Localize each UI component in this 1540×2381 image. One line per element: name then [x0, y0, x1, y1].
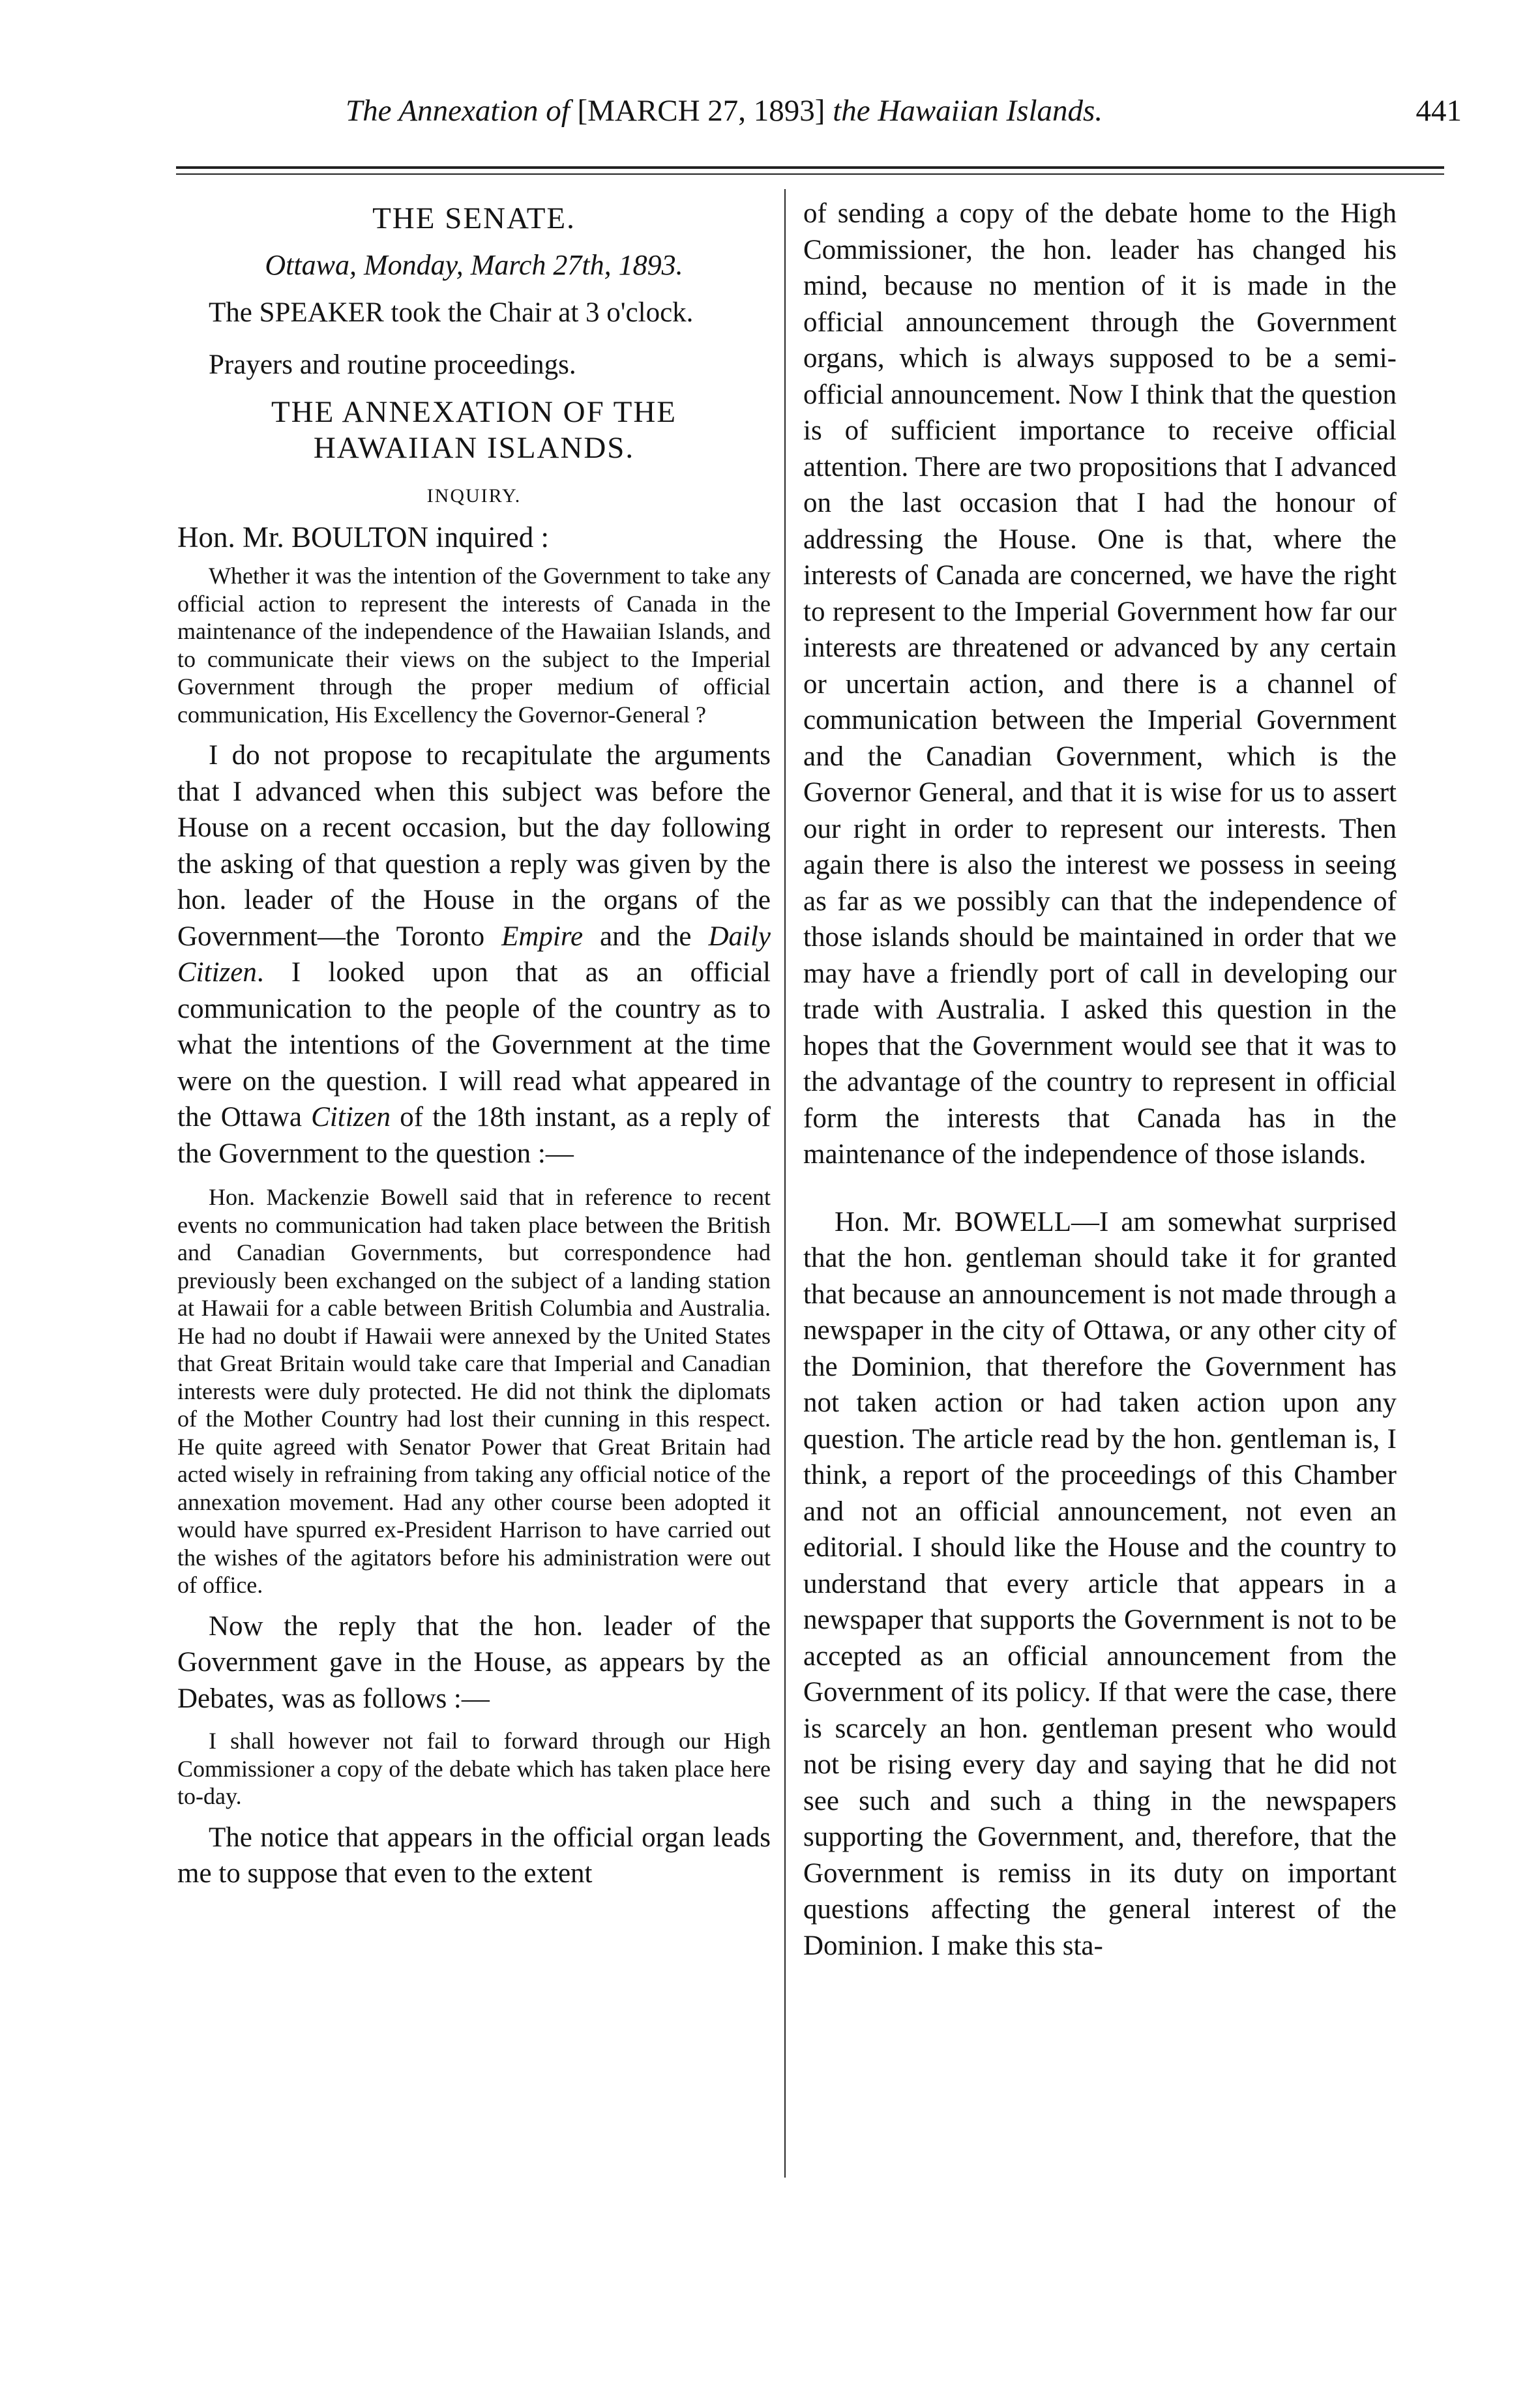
newspaper-name-citizen: Citizen	[311, 1102, 391, 1132]
left-paragraph-1-a: I do not propose to recapitulate the arguments that I advanced when this subject was before the House on a recent occasion, but the day following the asking of that question a reply was given by the hon. leader of the House in the organs of the Government—the Toronto	[177, 740, 771, 952]
running-head-title-pre: The Annexation of	[346, 94, 570, 128]
subheading-inquiry: INQUIRY.	[426, 485, 522, 507]
newspaper-name-daily-citizen: Daily Citizen	[177, 921, 771, 988]
left-paragraph-2: Now the reply that the hon. leader of the Government gave in the House, as appears by the Debates, was as follows :—	[177, 1610, 771, 1714]
right-column	[803, 196, 1397, 1964]
speaker-paragraph: The SPEAKER took the Chair at 3 o'clock.	[209, 297, 694, 328]
running-head-title	[346, 91, 1103, 130]
left-paragraph-1	[177, 737, 771, 1172]
left-paragraph-1-b: and the	[583, 921, 709, 952]
running-head	[176, 91, 1462, 130]
newspaper-name-empire: Empire	[501, 921, 584, 952]
quoted-report: Hon. Mackenzie Bowell said that in reference to recent events no communication had taken place between the British and Canadian Governments, but correspondence had previously been exchanged on the subject of a landing station at Hawaii for a cable between British Columbia and Australia. He had no doubt if Hawaii were annexed by the United States that Great Britain would take care that Imperial and Canadian interests were duly protected. He did not think the diplomats of the Mother Country had lost their cunning in this respect. He quite agreed with Senator Power that Great Britain had acted wisely in refraining from taking any official notice of the annexation movement. Had any other course been adopted it would have spurred ex-President Harrison to have carried out the wishes of the agitators before his administration were out of office.	[177, 1184, 771, 1598]
header-rule-thick	[176, 166, 1444, 169]
column-divider	[784, 189, 786, 2178]
running-head-date: [MARCH 27, 1893]	[577, 94, 825, 128]
page-number: 441	[1415, 94, 1462, 128]
topic-heading: THE ANNEXATION OF THE HAWAIIAN ISLANDS.	[271, 395, 677, 465]
right-paragraph-2: Hon. Mr. BOWELL—I am somewhat surprised that the hon. gentleman should take it for granted that because an announcement is not made through a newspaper in the city of Ottawa, or any other city of the Dominion, that therefore the Government has not taken action or had taken action upon any question. The article read by the hon. gentleman is, I think, a report of the proceedings of this Chamber and not an official announcement, not even an editorial. I should like the House and the country to understand that every article that appears in a newspaper that supports the Government is not to be accepted as an official announcement from the Government of its policy. If that were the case, there is scarcely an hon. gentleman present who would not be rising every day and saying that he did not see such and such a thing in the newspapers supporting the Government, and, therefore, that the Government is remiss in its duty on important questions affecting the general interest of the Dominion. I make this sta-	[803, 1206, 1397, 1961]
running-head-title-post: the Hawaiian Islands.	[833, 94, 1103, 128]
header-rule-thin	[176, 173, 1444, 175]
quoted-reply: I shall however not fail to forward through our High Commissioner a copy of the debate which has taken place here to-day.	[177, 1728, 771, 1809]
right-paragraph-1: of sending a copy of the debate home to the High Commissioner, the hon. leader has changed his mind, because no mention of it is made in the official announcement through the Government organs, which is always supposed to be a semi-official announcement. Now I think that the question is of sufficient importance to receive official attention. There are two propositions that I advanced on the last occasion that I had the honour of addressing the House. One is that, where the interests of Canada are concerned, we have the right to represent to the Imperial Government how far our interests are threatened or advanced by any certain or uncertain action, and there is a channel of communication between the Imperial Government and the Canadian Government, which is the Governor General, and that it is wise for us to assert our right in order to represent our interests. Then again there is also the interest we possess in seeing as far as we possibly can that the independence of those islands should be maintained in order that we may have a friendly port of call in developing our trade with Australia. I asked this question in the hopes that the Government would see that it was to the advantage of the country to represent in official form the interests that Canada has in the maintenance of the independence of those islands.	[803, 198, 1397, 1170]
left-paragraph-1-d: of the 18th instant, as a reply of the Government to the question :—	[177, 1102, 771, 1169]
left-column	[177, 196, 771, 1892]
inquiry-question: Whether it was the intention of the Government to take any official action to represent the interests of Canada in the maintenance of the independence of the Hawaiian Islands, and to communicate their views on the subject to the Imperial Government through the proper medium of official communication, His Excellency the Governor-General ?	[177, 563, 771, 728]
left-paragraph-3: The notice that appears in the official organ leads me to suppose that even to the extent	[177, 1822, 771, 1889]
left-paragraph-1-c: . I looked upon that as an official communication to the people of the country as to what the intentions of the Government at the time were on the question. I will read what appeared in the Ottawa	[177, 957, 771, 1132]
prayers-paragraph: Prayers and routine proceedings.	[209, 349, 576, 380]
inquirer-line: Hon. Mr. BOULTON inquired :	[177, 521, 550, 554]
chamber-heading: THE SENATE.	[372, 201, 576, 235]
dateline: Ottawa, Monday, March 27th, 1893.	[265, 249, 683, 281]
